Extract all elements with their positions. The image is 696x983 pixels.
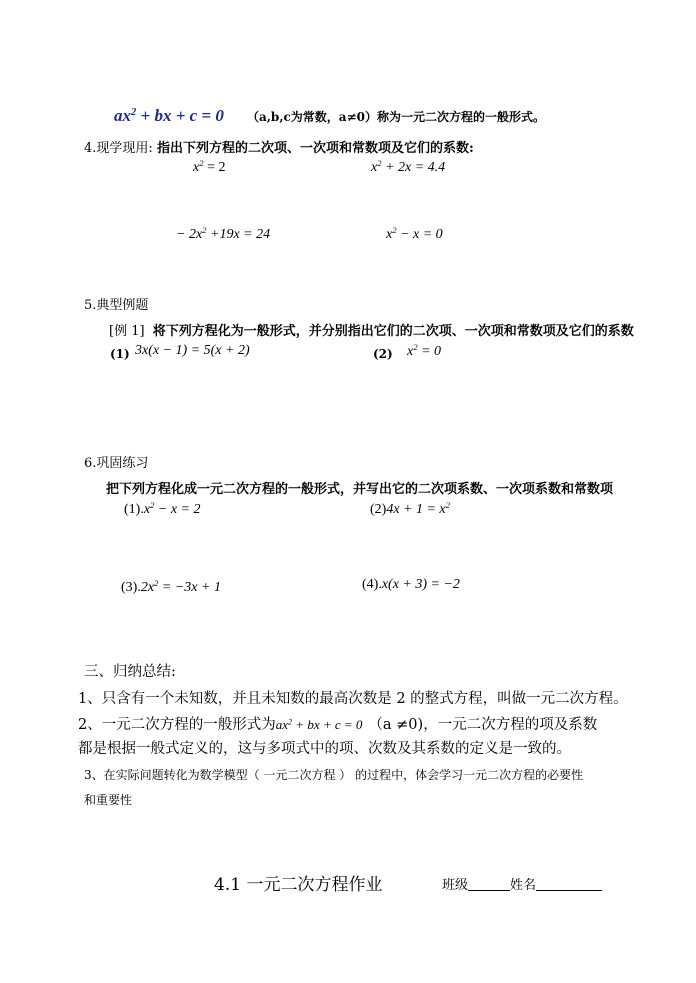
- summary-heading: 三、归纳总结:: [84, 664, 176, 680]
- example-item1-equation: 3x(x − 1) = 5(x + 2): [135, 343, 250, 358]
- example-item2-equation: $x^2 = 0$: [407, 342, 442, 359]
- s4-equation-2: $x^2 + 2x = 4.4$: [371, 158, 446, 175]
- class-label: 班级: [442, 878, 469, 893]
- section6-heading: 6.巩固练习: [84, 456, 149, 471]
- homework-fields: [442, 874, 602, 893]
- section4-heading-line: [84, 137, 474, 156]
- summary-general-form-equation: $ax^2$ + bx + c = 0: [275, 717, 363, 732]
- summary-point-2-line-2: 都是根据一般式定义的，这与多项式中的项、次数及其系数的定义是一致的。: [78, 741, 571, 757]
- class-blank[interactable]: [468, 877, 510, 891]
- example-item2-label: (2): [373, 347, 393, 361]
- example1-label: [例 1]: [109, 324, 145, 339]
- section4-instruction: 指出下列方程的二次项、一次项和常数项及它们的系数:: [156, 141, 474, 156]
- general-form-equation: $ax^2$ + bx + c = 0: [114, 106, 224, 125]
- section5-heading: 5.典型例题: [84, 298, 149, 313]
- homework-title: 4.1 一元二次方程作业: [214, 875, 383, 895]
- summary-point-3: 3、在实际问题转化为数学模型（ 一元二次方程 ） 的过程中，体会学习一元二次方程的必要性: [84, 768, 584, 782]
- summary-point-3-line-2: 和重要性: [84, 793, 133, 807]
- name-label: 姓名: [510, 878, 537, 893]
- practice-2: $(2)4x + 1 = x^2$: [370, 500, 450, 517]
- s4-equation-3: − $2x^2 +19x = 24$: [176, 225, 271, 242]
- example1-text: 将下列方程化为一般形式，并分别指出它们的二次项、一次项和常数项及它们的系数: [152, 324, 634, 339]
- section6-instruction: 把下列方程化成一元二次方程的一般形式，并写出它的二次项系数、一次项系数和常数项: [106, 482, 614, 497]
- summary-point-1: 1、只含有一个未知数，并且未知数的最高次数是 2 的整式方程，叫做一元二次方程。: [78, 691, 628, 707]
- name-blank[interactable]: [536, 877, 602, 891]
- practice-4: (4).x(x + 3) = −2: [362, 577, 460, 592]
- general-form-note: （a,b,c为常数，a≠0）称为一元二次方程的一般形式。: [246, 110, 545, 124]
- example-item1-label: (1): [110, 347, 130, 361]
- general-form-line: [114, 106, 545, 126]
- s4-equation-1: $x^2 = 2$: [193, 158, 226, 175]
- example1-line: [109, 320, 634, 339]
- practice-3: $(3).2x^2 = -3x + 1$: [121, 578, 221, 595]
- s4-equation-4: $x^2 - x = 0$: [386, 225, 443, 242]
- summary-point-2: 2、一元二次方程的一般形式为$ax^2$ + bx + c = 0 （a ≠0)，一元二次方程的项及系数: [78, 717, 598, 733]
- practice-1: $(1).x^2 - x = 2$: [124, 500, 201, 517]
- section4-heading: 4.现学现用:: [84, 141, 153, 156]
